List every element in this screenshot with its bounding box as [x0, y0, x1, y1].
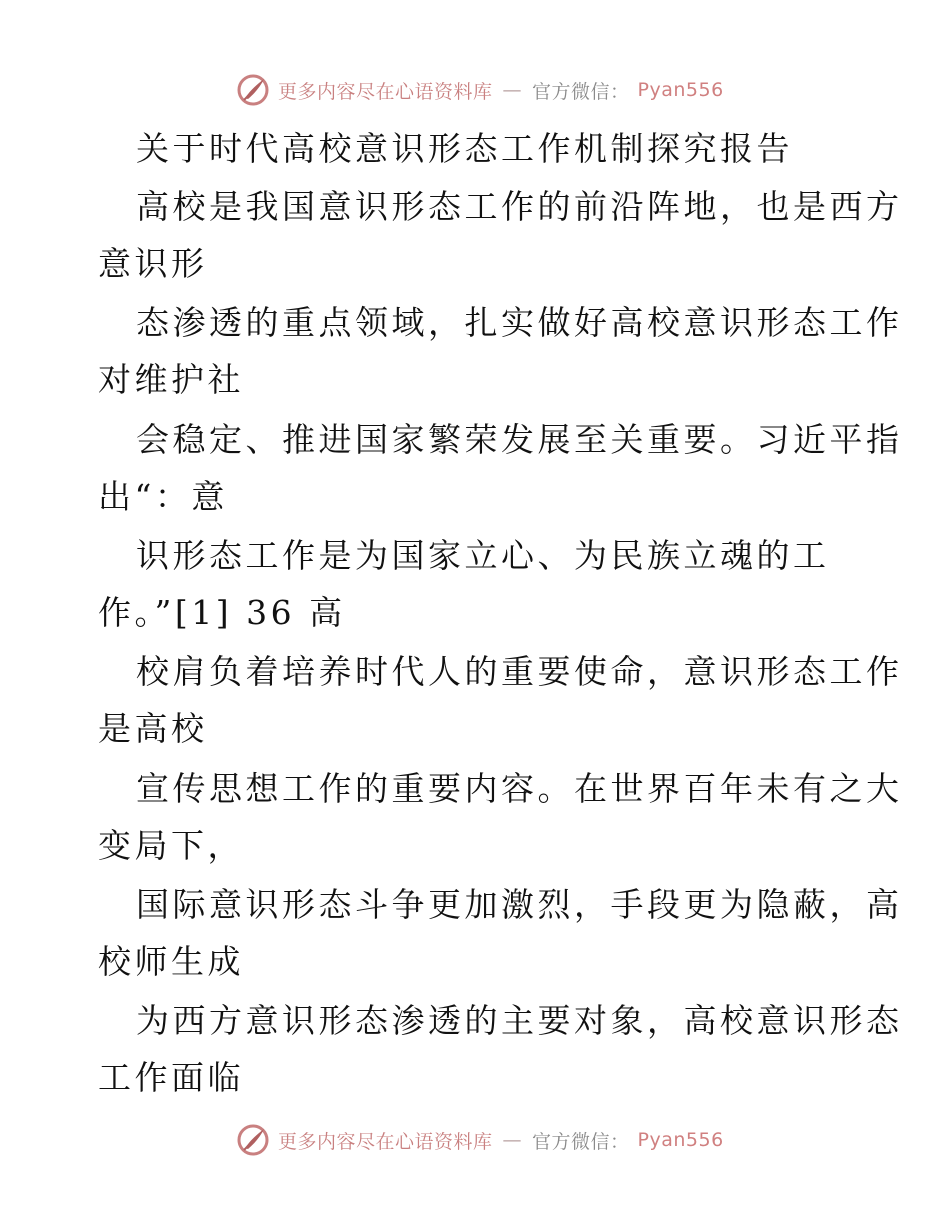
paragraph-line: 是高校	[98, 709, 208, 748]
watermark-handle: Pyan556	[637, 1129, 724, 1151]
paragraph-line: 工作面临	[98, 1058, 244, 1097]
paragraph-line: 态渗透的重点领域，扎实做好高校意识形态工作	[136, 303, 903, 342]
paragraph-line: 国际意识形态斗争更加激烈，手段更为隐蔽，高	[136, 885, 903, 924]
paragraph-line: 作。”[1] 36 高	[98, 593, 346, 632]
paragraph-line: 意识形	[98, 244, 208, 283]
watermark-contact-label: 官方微信：	[532, 1130, 630, 1153]
paragraph-line: 宣传思想工作的重要内容。在世界百年未有之大	[136, 769, 903, 808]
watermark-text: 更多内容尽在心语资料库	[278, 80, 493, 103]
paragraph-line: 变局下，	[98, 826, 244, 865]
watermark-contact-label: 官方微信：	[532, 80, 630, 103]
document-title: 关于时代高校意识形态工作机制探究报告	[136, 129, 793, 168]
paragraph-line: 出“：意	[98, 477, 228, 516]
watermark-separator: —	[502, 1129, 523, 1151]
paragraph-line: 会稳定、推进国家繁荣发展至关重要。习近平指	[136, 420, 903, 459]
paragraph-line: 为西方意识形态渗透的主要对象，高校意识形态	[136, 1001, 903, 1040]
paragraph-line: 校师生成	[98, 942, 244, 981]
paragraph-line: 对维护社	[98, 360, 244, 399]
footer-watermark	[236, 1122, 724, 1158]
paragraph-line: 校肩负着培养时代人的重要使命，意识形态工作	[136, 652, 903, 691]
watermark-text: 更多内容尽在心语资料库	[278, 1130, 493, 1153]
watermark-handle: Pyan556	[637, 79, 724, 101]
watermark-separator: —	[502, 79, 523, 101]
feather-logo-icon	[236, 1123, 270, 1157]
paragraph-line: 高校是我国意识形态工作的前沿阵地，也是西方	[136, 187, 903, 226]
paragraph-line: 识形态工作是为国家立心、为民族立魂的工	[136, 536, 830, 575]
